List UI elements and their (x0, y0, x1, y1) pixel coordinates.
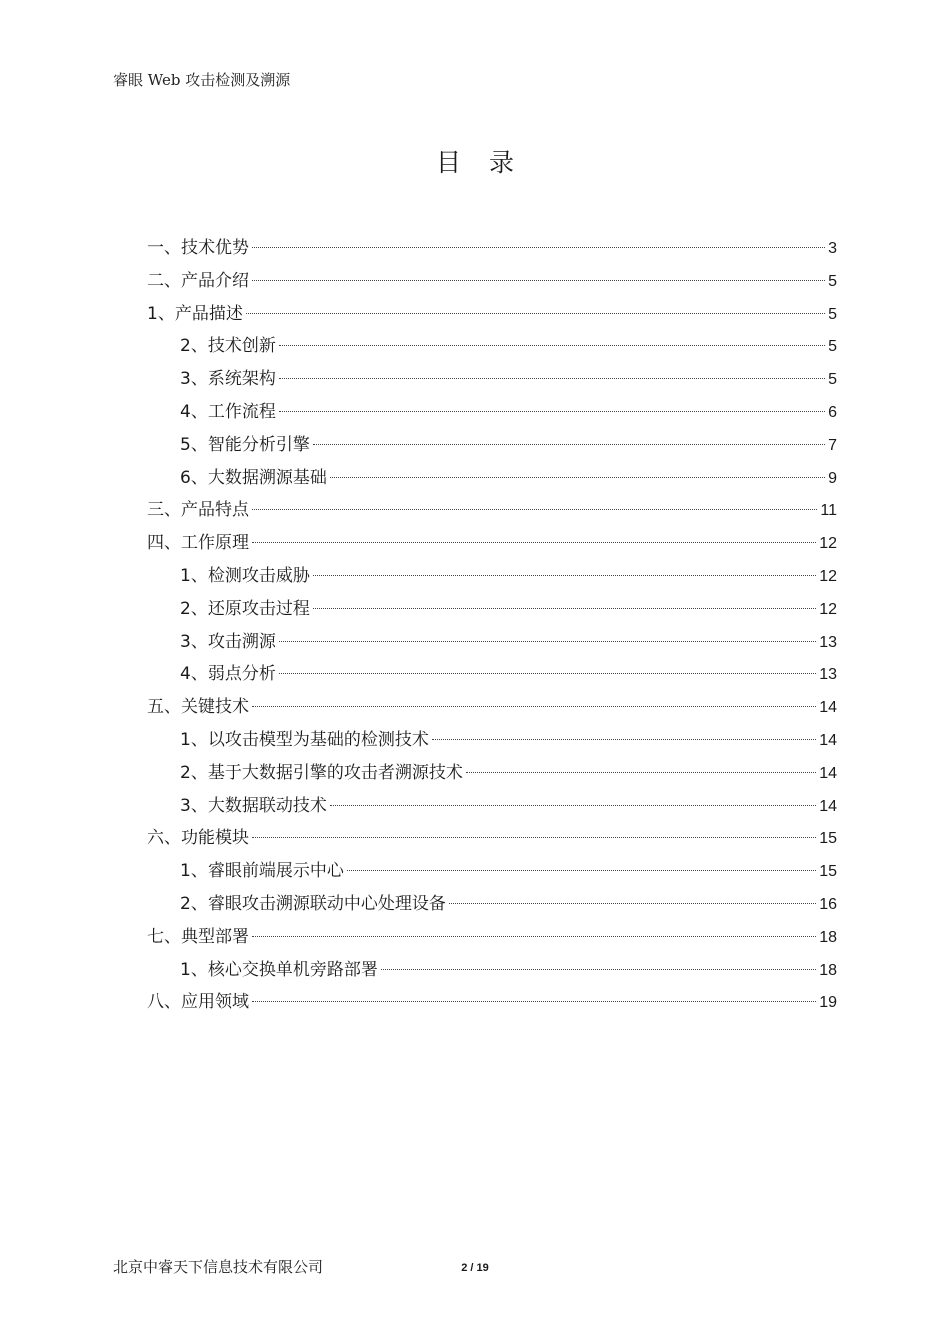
toc-entry[interactable] (147, 363, 837, 396)
toc-entry[interactable] (147, 757, 837, 790)
toc-entry[interactable] (147, 691, 837, 724)
toc-dot-leader (279, 345, 825, 346)
toc-dot-leader (252, 936, 816, 937)
toc-entry[interactable] (147, 954, 837, 987)
toc-entry-label: 1、以攻击模型为基础的检测技术 (180, 729, 429, 750)
toc-entry-page: 11 (820, 502, 837, 520)
toc-entry-page: 5 (828, 371, 837, 389)
toc-entry-label: 1、产品描述 (147, 303, 243, 324)
toc-entry-page: 6 (828, 403, 837, 421)
toc-entry-label: 二、产品介绍 (147, 270, 249, 291)
toc-entry[interactable] (147, 822, 837, 855)
toc-entry[interactable] (147, 298, 837, 331)
toc-entry[interactable] (147, 494, 837, 527)
toc-entry-page: 14 (819, 699, 837, 717)
toc-entry-label: 4、工作流程 (180, 401, 276, 422)
toc-dot-leader (252, 837, 816, 838)
toc-entry-label: 七、典型部署 (147, 926, 249, 947)
toc-entry[interactable] (147, 429, 837, 462)
toc-dot-leader (279, 378, 825, 379)
toc-entry-page: 9 (828, 469, 837, 487)
toc-entry-label: 四、工作原理 (147, 533, 249, 554)
toc-dot-leader (252, 1001, 816, 1002)
toc-entry-page: 14 (819, 797, 837, 815)
toc-entry-page: 18 (819, 928, 837, 946)
toc-entry-label: 2、技术创新 (180, 336, 276, 357)
toc-dot-leader (252, 706, 816, 707)
toc-dot-leader (313, 444, 825, 445)
toc-entry-label: 4、弱点分析 (180, 664, 276, 685)
toc-entry-label: 3、攻击溯源 (180, 631, 276, 652)
toc-entry-page: 12 (819, 567, 837, 585)
toc-entry-page: 15 (819, 830, 837, 848)
toc-entry-label: 2、基于大数据引擎的攻击者溯源技术 (180, 762, 463, 783)
toc-entry-page: 12 (819, 535, 837, 553)
toc-dot-leader (347, 870, 816, 871)
table-of-contents (147, 232, 837, 1019)
toc-entry-page: 14 (819, 764, 837, 782)
toc-dot-leader (252, 509, 817, 510)
toc-entry[interactable] (147, 232, 837, 265)
toc-entry-label: 6、大数据溯源基础 (180, 467, 327, 488)
toc-entry-label: 六、功能模块 (147, 828, 249, 849)
toc-dot-leader (279, 673, 816, 674)
toc-entry-label: 3、系统架构 (180, 369, 276, 390)
toc-dot-leader (246, 313, 825, 314)
toc-entry[interactable] (147, 626, 837, 659)
toc-entry-label: 2、还原攻击过程 (180, 598, 310, 619)
toc-dot-leader (252, 280, 825, 281)
toc-dot-leader (252, 542, 816, 543)
toc-entry[interactable] (147, 560, 837, 593)
toc-entry[interactable] (147, 265, 837, 298)
toc-dot-leader (330, 477, 825, 478)
toc-entry[interactable] (147, 396, 837, 429)
toc-entry[interactable] (147, 724, 837, 757)
toc-entry-label: 一、技术优势 (147, 238, 249, 258)
toc-entry[interactable] (147, 986, 837, 1019)
toc-dot-leader (313, 608, 816, 609)
toc-entry-page: 16 (819, 895, 837, 913)
toc-dot-leader (252, 247, 825, 248)
toc-entry-page: 5 (828, 272, 837, 290)
toc-entry-label: 五、关键技术 (147, 697, 249, 718)
footer-page-number: 2 / 19 (461, 1262, 489, 1274)
toc-title: 目录 (435, 148, 542, 177)
toc-dot-leader (279, 641, 816, 642)
toc-entry[interactable] (147, 888, 837, 921)
toc-entry-page: 13 (819, 633, 837, 651)
toc-dot-leader (313, 575, 816, 576)
toc-dot-leader (449, 903, 816, 904)
toc-entry[interactable] (147, 593, 837, 626)
toc-dot-leader (432, 739, 816, 740)
toc-entry[interactable] (147, 527, 837, 560)
toc-entry-page: 15 (819, 863, 837, 881)
toc-entry-page: 12 (819, 600, 837, 618)
footer-company: 北京中睿天下信息技术有限公司 (113, 1258, 324, 1276)
toc-entry[interactable] (147, 658, 837, 691)
toc-dot-leader (381, 969, 816, 970)
toc-entry-label: 八、应用领域 (147, 992, 249, 1013)
toc-entry-page: 18 (819, 961, 837, 979)
toc-entry[interactable] (147, 921, 837, 954)
running-header: 睿眼 Web 攻击检测及溯源 (113, 71, 291, 89)
toc-entry-label: 1、检测攻击威胁 (180, 565, 310, 586)
toc-entry-page: 14 (819, 731, 837, 749)
toc-entry-label: 2、睿眼攻击溯源联动中心处理设备 (180, 893, 446, 914)
toc-dot-leader (466, 772, 816, 773)
toc-entry-page: 5 (828, 338, 837, 356)
toc-entry[interactable] (147, 855, 837, 888)
toc-entry-page: 7 (828, 436, 837, 454)
toc-entry-page: 13 (819, 666, 837, 684)
toc-entry[interactable] (147, 330, 837, 363)
toc-entry-label: 3、大数据联动技术 (180, 795, 327, 816)
toc-dot-leader (279, 411, 825, 412)
toc-entry-label: 三、产品特点 (147, 500, 249, 521)
toc-entry-label: 1、核心交换单机旁路部署 (180, 959, 378, 980)
toc-entry-page: 3 (828, 240, 837, 257)
toc-dot-leader (330, 805, 816, 806)
toc-entry-page: 19 (819, 994, 837, 1012)
toc-entry-label: 1、睿眼前端展示中心 (180, 861, 344, 882)
toc-entry[interactable] (147, 790, 837, 823)
toc-entry-page: 5 (828, 305, 837, 323)
toc-entry[interactable] (147, 462, 837, 495)
toc-entry-label: 5、智能分析引擎 (180, 434, 310, 455)
